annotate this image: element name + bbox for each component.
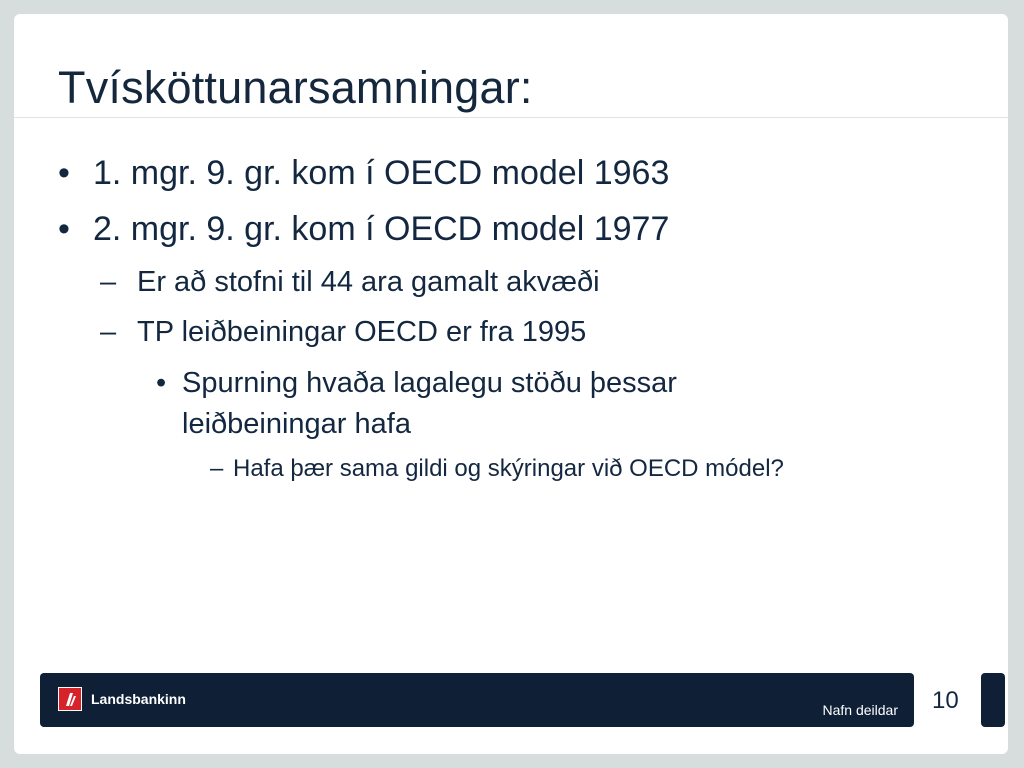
bullet-text: Spurning hvaða lagalegu stöðu þessar (182, 367, 677, 399)
slide (14, 14, 1008, 754)
slide-title: Tvísköttunarsamningar: (58, 62, 533, 113)
bullet-text: leiðbeiningar hafa (182, 408, 411, 440)
dash-marker: – (100, 316, 117, 348)
bullet-text: 2. mgr. 9. gr. kom í OECD model 1977 (93, 210, 670, 248)
side-tab (981, 673, 1005, 727)
landsbankinn-logo (58, 687, 186, 711)
footer-bar (40, 673, 914, 727)
bullet-text: Hafa þær sama gildi og skýringar við OECD módel? (233, 455, 784, 482)
slide-content (14, 14, 1008, 754)
bullet-text: 1. mgr. 9. gr. kom í OECD model 1963 (93, 154, 670, 192)
bullet-marker: • (58, 154, 70, 192)
dash-marker: – (100, 266, 117, 298)
page-number: 10 (932, 687, 959, 714)
bullet-text: Er að stofni til 44 ara gamalt akvæði (137, 266, 600, 298)
logo-text: Landsbankinn (91, 691, 186, 707)
dash-marker: – (210, 455, 224, 482)
bullet-marker: • (58, 210, 70, 248)
bullet-marker: • (156, 367, 167, 399)
bullet-text: TP leiðbeiningar OECD er fra 1995 (137, 316, 587, 348)
department-name: Nafn deildar (822, 702, 898, 718)
landsbankinn-logo-icon (58, 687, 82, 711)
